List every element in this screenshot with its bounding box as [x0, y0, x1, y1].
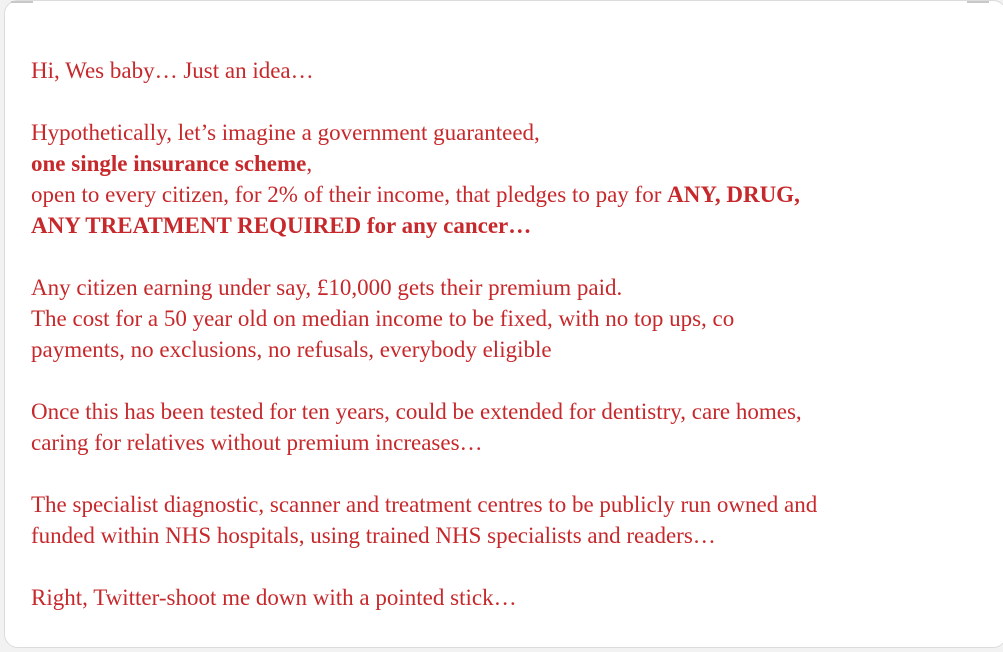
- closing-line: Right, Twitter-shoot me down with a pointed stick…: [31, 585, 517, 610]
- treatment-emphasis: ANY TREATMENT REQUIRED for any cancer…: [31, 213, 532, 238]
- scheme-comma: ,: [306, 151, 313, 176]
- centres-line-2: funded within NHS hospitals, using trained NHS specialists and readers…: [31, 523, 716, 548]
- proposal-line-3-text: open to every citizen, for 2% of their income, that pledges to pay for: [31, 182, 668, 207]
- top-edge-mark-right: [967, 1, 989, 3]
- premium-line-1: Any citizen earning under say, £10,000 gets their premium paid.: [31, 275, 623, 300]
- proposal-paragraph: [31, 117, 991, 241]
- drug-emphasis: ANY, DRUG,: [667, 182, 800, 207]
- extension-line-2: caring for relatives without premium increases…: [31, 430, 483, 455]
- greeting-line: Hi, Wes baby… Just an idea…: [31, 58, 314, 83]
- scheme-emphasis: one single insurance scheme: [31, 151, 307, 176]
- note-text: [31, 55, 991, 644]
- closing-paragraph: [31, 582, 991, 613]
- extension-line-1: Once this has been tested for ten years, could be extended for dentistry, care homes,: [31, 399, 802, 424]
- proposal-line-2: [31, 148, 991, 179]
- proposal-line-4: [31, 210, 991, 241]
- centres-paragraph: [31, 489, 991, 551]
- premium-paragraph: [31, 272, 991, 365]
- greeting-paragraph: [31, 55, 991, 86]
- proposal-line-3: [31, 179, 991, 210]
- proposal-line-1: Hypothetically, let’s imagine a government guaranteed,: [31, 120, 540, 145]
- top-edge-mark-left: [11, 1, 33, 3]
- extension-paragraph: [31, 396, 991, 458]
- premium-line-3: payments, no exclusions, no refusals, everybody eligible: [31, 337, 552, 362]
- note-card: [4, 0, 1003, 648]
- premium-line-2: The cost for a 50 year old on median income to be fixed, with no top ups, co: [31, 306, 735, 331]
- centres-line-1: The specialist diagnostic, scanner and treatment centres to be publicly run owned and: [31, 492, 818, 517]
